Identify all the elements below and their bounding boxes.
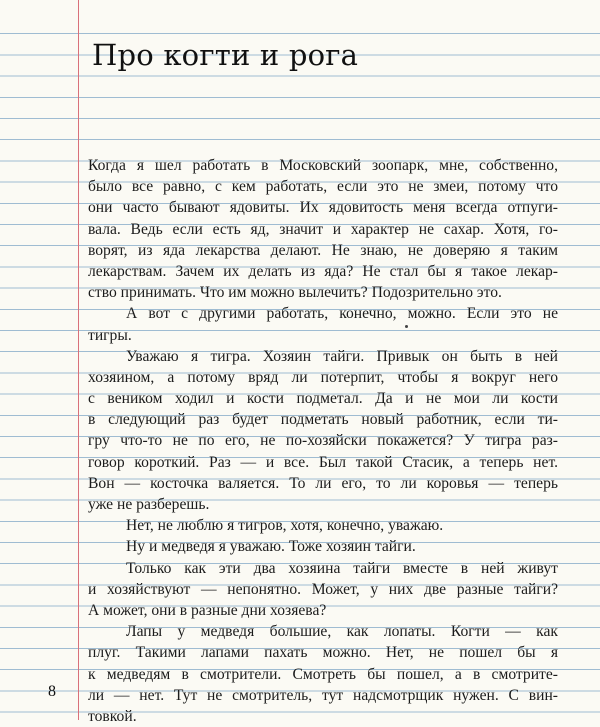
text-line: А вот с другими работать, конечно, можно. Если это не bbox=[126, 305, 558, 323]
text-line: и хозяйствуют — непонятно. Может, у них две разные тайги? bbox=[88, 580, 558, 598]
text-line: товкой. bbox=[88, 707, 137, 725]
text-line: плуг. Такими лапами пахать можно. Нет, не пошел бы я bbox=[88, 644, 558, 662]
text-line: Вон — косточка валяется. То ли его, то ли коровья — теперь bbox=[88, 474, 558, 492]
page-title: Про когти и рога bbox=[92, 38, 359, 72]
text-line: ворят, из яда лекарства делают. Не знаю, не доверяю я таким bbox=[88, 241, 558, 259]
page-number: 8 bbox=[48, 683, 56, 700]
text-line: уже не разберешь. bbox=[88, 496, 210, 513]
text-line: лекарствам. Зачем их делать из яда? Не стал бы я такое лекар- bbox=[88, 262, 558, 280]
text-line: гру что-то не по его, не по-хозяйски покажется? У тигра раз- bbox=[88, 432, 558, 450]
text-line: Уважаю я тигра. Хозяин тайги. Привык он быть в ней bbox=[126, 347, 558, 365]
text-line: было все равно, с кем работать, если это не змеи, потому что bbox=[88, 178, 558, 196]
body-text bbox=[88, 155, 558, 727]
text-line: Ну и медведя я уважаю. Тоже хозяин тайги. bbox=[126, 538, 416, 556]
text-line: ство принимать. Что им можно вылечить? Подозрительно это. bbox=[88, 284, 502, 302]
margin-line bbox=[78, 0, 79, 720]
text-line: с веником ходил и кости подметал. Да и не мои ли кости bbox=[88, 390, 558, 408]
text-line: Только как эти два хозяина тайги вместе в ней живут bbox=[126, 559, 558, 577]
text-line: тигры. bbox=[88, 326, 132, 344]
text-line: хозяином, а потому вряд ли потерпит, чтобы я вокруг него bbox=[88, 368, 558, 386]
text-line: Нет, не люблю я тигров, хотя, конечно, уважаю. bbox=[126, 517, 444, 535]
text-line: ли — нет. Тут не смотритель, тут надсмотрщик нужен. С вин- bbox=[88, 686, 558, 704]
text-line: вала. Ведь если есть яд, значит и характер не сахар. Хотя, го- bbox=[88, 220, 558, 238]
ink-speck bbox=[405, 325, 408, 328]
text-line: к медведям в смотрители. Смотреть бы пошел, а в смотрите- bbox=[88, 665, 558, 683]
text-line: в следующий раз будет подметать новый работник, если ти- bbox=[88, 411, 558, 429]
text-line: они часто бывают ядовиты. Их ядовитость меня всегда отпуги- bbox=[88, 199, 558, 217]
text-line: Когда я шел работать в Московский зоопарк, мне, собственно, bbox=[88, 157, 558, 174]
text-line: говор короткий. Раз — и все. Был такой Стасик, а теперь нет. bbox=[88, 453, 558, 471]
text-line: А может, они в разные дни хозяева? bbox=[88, 601, 327, 619]
text-line: Лапы у медведя большие, как лопаты. Когти — как bbox=[126, 623, 558, 641]
